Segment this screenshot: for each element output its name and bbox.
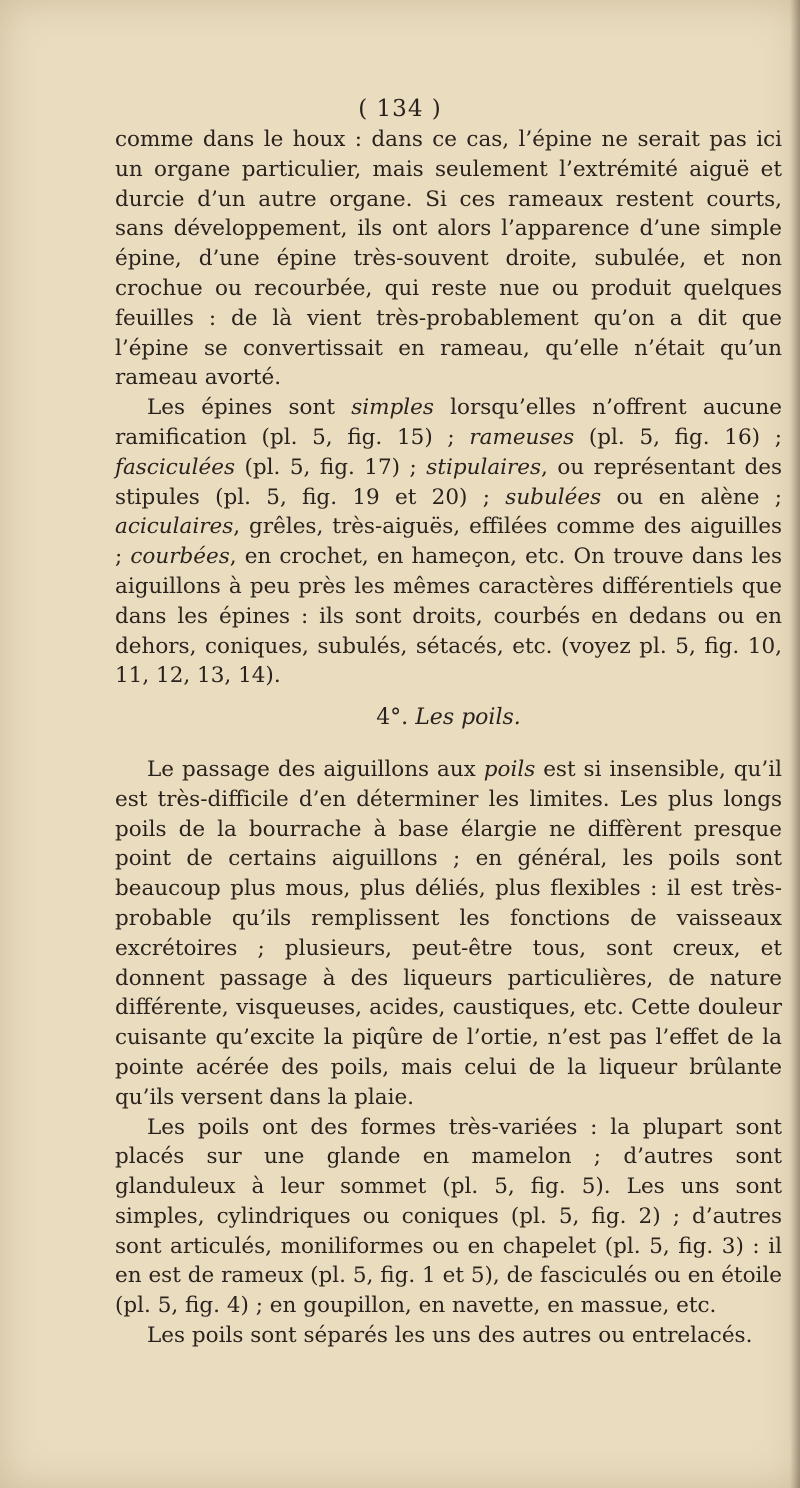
term-rameuses: rameuses — [469, 424, 575, 450]
text-span: Le passage des aiguillons aux — [147, 756, 484, 782]
text-span: (pl. 5, fig. 16) ; — [574, 424, 782, 450]
section-heading — [115, 703, 782, 733]
page-edge-shadow — [790, 0, 800, 1488]
section-title-text: Les poils. — [415, 705, 521, 731]
term-aciculaires: aciculaires — [115, 514, 234, 540]
page-number-header: ( 134 ) — [358, 96, 442, 122]
paragraph-1: comme dans le houx : dans ce cas, l’épine ne serait pas ici un organe particulier, mais seulement l’extrémité aiguë et durcie d’un autre organe. Si ces rameaux restent courts, sans développement, ils ont alors l’apparence d’une simple épine, d’une épine très-souvent droite, subulée, et non crochue ou recourbée, qui reste nue ou produit quelques feuilles : de là vient très-probablement qu’on a dit que l’épine se convertissait en rameau, qu’elle n’était qu’un rameau avorté. — [115, 127, 782, 391]
text-span: lorsqu’elles n’offrent aucune ramification (pl. 5, fig. 15) ; — [115, 395, 782, 450]
term-poils: poils — [483, 756, 536, 782]
term-simples: simples — [351, 395, 434, 421]
text-span: (pl. 5, fig. 17) ; — [234, 454, 427, 480]
paragraph-3 — [115, 755, 782, 1113]
term-stipulaires: stipulaires — [426, 454, 542, 480]
term-courbees: courbées — [130, 544, 230, 570]
paragraph-4: Les poils ont des formes très-variées : la plupart sont placés sur une glande en mamelon ; d’autres sont glanduleux à leur sommet (pl. 5, fig. 5). Les uns sont simples, cylindriques ou coniques (pl. 5, fig. 2) ; d’autres sont articulés, moniliformes ou en chapelet (pl. 5, fig. 3) : il en est de rameux (pl. 5, fig. 1 et 5), de fasciculés ou en étoile (pl. 5, fig. 4) ; en goupillon, en navette, en massue, etc. — [115, 1114, 782, 1319]
text-span: , en crochet, en hameçon, etc. On trouve dans les aiguillons à peu près les mêmes caractères différentiels que dans les épines : ils sont droits, courbés en dedans ou en dehors, coniques, subulés, sétacés, etc. (voyez pl. 5, fig. 10, 11, 12, 13, 14). — [115, 544, 782, 689]
text-span: ou en alène ; — [601, 484, 782, 510]
term-fasciculees: fasciculées — [115, 454, 235, 480]
text-span: , ou représentant des stipules (pl. 5, fig. 19 et 20) ; — [115, 454, 782, 510]
term-subulees: subulées — [505, 484, 602, 510]
text-span: Les épines sont — [147, 395, 352, 421]
paragraph-5: Les poils sont séparés les uns des autres ou entrelacés. — [147, 1323, 753, 1349]
body-text — [115, 125, 782, 1351]
paragraph-2 — [115, 393, 782, 691]
text-span: , grêles, très-aiguës, effilées comme des aiguilles ; — [115, 514, 782, 570]
text-span: est si insensible, qu’il est très-difficile d’en déterminer les limites. Les plus longs poils de la bourrache à base élargie ne diffèrent presque point de certains aiguillons ; en général, les poils sont beaucoup plus mous, plus déliés, plus flexibles : il est très-probable qu’ils remplissent les fonctions de vaisseaux excrétoires ; plusieurs, peut-être tous, sont creux, et donnent passage à des liqueurs particulières, de nature différente, visqueuses, acides, caustiques, etc. Cette douleur cuisante qu’excite la piqûre de l’ortie, n’est pas l’effet de la pointe acérée des poils, mais celui de la liqueur brûlante qu’ils versent dans la plaie. — [115, 756, 782, 1110]
section-number: 4°. — [376, 705, 409, 731]
